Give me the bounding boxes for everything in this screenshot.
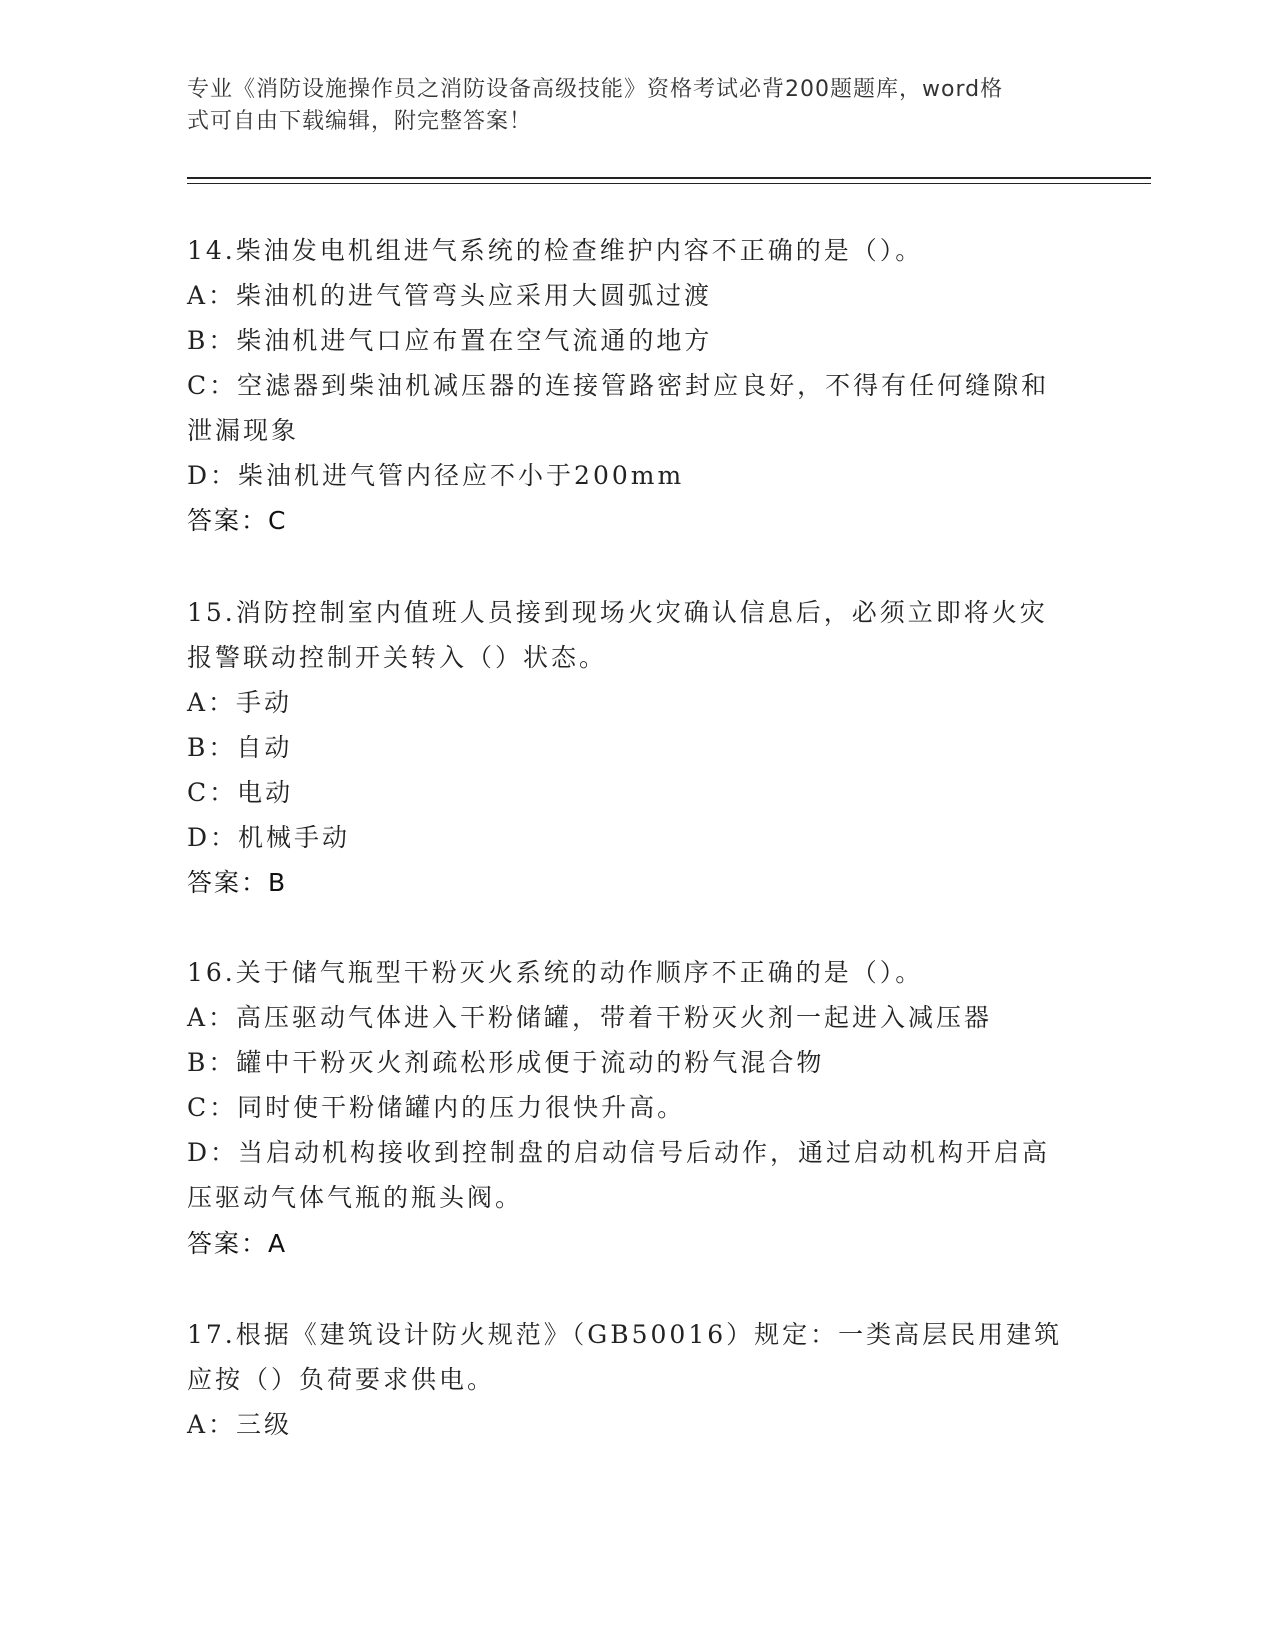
option-c-continued: 泄漏现象 [187,416,300,445]
option-c: C：同时使干粉储罐内的压力很快升高。 [187,1093,686,1122]
answer: 答案：C [187,506,288,535]
question-stem: 14.柴油发电机组进气系统的检查维护内容不正确的是（）。 [187,236,924,265]
answer: 答案：B [187,868,288,897]
option-a: A：手动 [187,688,293,717]
question-stem: 15.消防控制室内值班人员接到现场火灾确认信息后，必须立即将火灾 [187,598,1048,627]
option-d: D：柴油机进气管内径应不小于200mm [187,461,685,490]
question-stem: 16.关于储气瓶型干粉灭火系统的动作顺序不正确的是（）。 [187,958,924,987]
question-stem: 17.根据《建筑设计防火规范》（GB50016）规定：一类高层民用建筑 [187,1320,1063,1349]
option-a: A：柴油机的进气管弯头应采用大圆弧过渡 [187,281,713,310]
header-line: 专业《消防设施操作员之消防设备高级技能》资格考试必背200题题库，word格 [187,77,1004,102]
option-b: B：自动 [187,733,293,762]
option-c: C：空滤器到柴油机减压器的连接管路密封应良好，不得有任何缝隙和 [187,371,1050,400]
option-d-continued: 压驱动气体气瓶的瓶头阀。 [187,1183,524,1212]
option-d: D：当启动机构接收到控制盘的启动信号后动作，通过启动机构开启高 [187,1138,1051,1167]
document-header [187,74,1067,138]
header-divider [187,177,1151,179]
option-a: A：高压驱动气体进入干粉储罐，带着干粉灭火剂一起进入减压器 [187,1003,993,1032]
question-stem-continued: 应按（）负荷要求供电。 [187,1365,496,1394]
header-divider-thin [187,183,1151,184]
option-a: A：三级 [187,1410,293,1439]
option-c: C：电动 [187,778,294,807]
option-b: B：罐中干粉灭火剂疏松形成便于流动的粉气混合物 [187,1048,825,1077]
option-d: D：机械手动 [187,823,351,852]
header-line: 式可自由下载编辑，附完整答案！ [187,109,533,134]
answer: 答案：A [187,1229,288,1258]
question-stem-continued: 报警联动控制开关转入（）状态。 [187,643,608,672]
option-b: B：柴油机进气口应布置在空气流通的地方 [187,326,713,355]
